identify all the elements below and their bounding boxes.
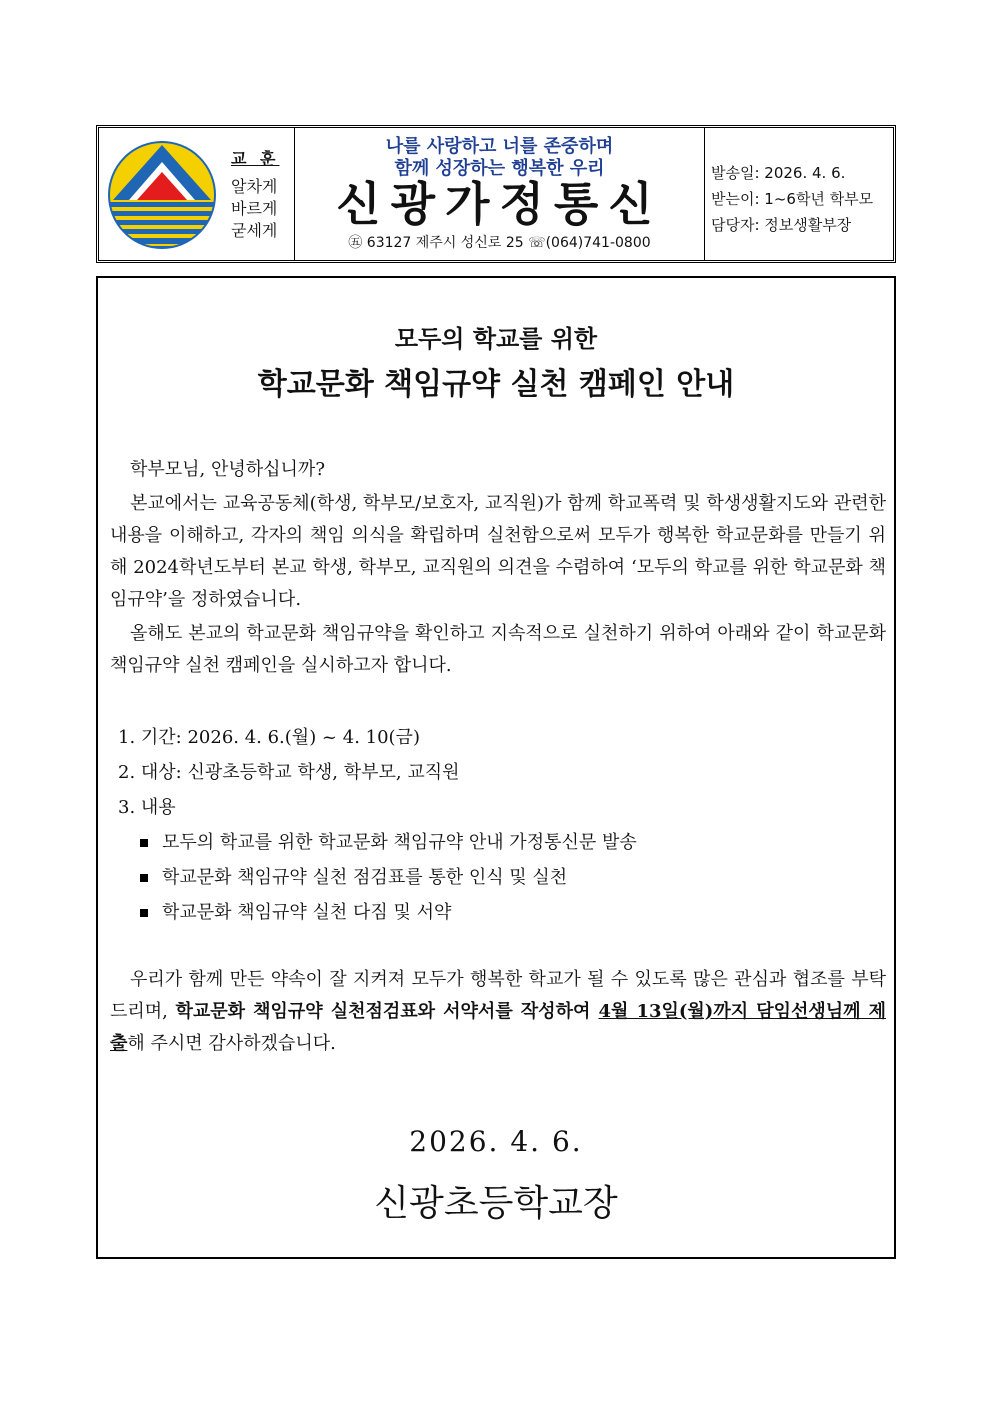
motto-line: 알차게 [231,177,278,196]
request-end-text: 해 주시면 감사하겠습니다. [127,1033,336,1054]
details-list [118,720,637,930]
list-item: 2. 대상: 신광초등학교 학생, 학부모, 교직원 [118,762,460,783]
issue-date: 2026. 4. 6. [409,1125,583,1158]
principal-signature: 신광초등학교장 [374,1183,618,1224]
bullet-item [118,860,637,895]
slogan-line: 함께 성장하는 행복한 우리 [394,158,605,179]
square-bullet-icon [140,839,148,847]
bullet-item [118,825,637,860]
paragraph-request [110,964,886,1060]
document-subtitle: 모두의 학교를 위한 [394,325,598,353]
motto-line: 바르게 [231,199,278,218]
list-item: 1. 기간: 2026. 4. 6.(월) ~ 4. 10(금) [118,727,420,748]
school-logo-icon [107,140,217,250]
paragraph-campaign: 올해도 본교의 학교문화 책임규약을 확인하고 지속적으로 실천하기 위하여 아래와 같이 학교문화 책임규약 실천 캠페인을 실시하고자 합니다. [110,623,886,676]
motto [231,148,287,242]
bullet-text: 학교문화 책임규약 실천 다짐 및 서약 [162,902,452,923]
square-bullet-icon [140,909,148,917]
greeting: 학부모님, 안녕하십니까? [130,459,325,480]
motto-line: 굳세게 [231,221,278,240]
newsletter-header [96,125,896,263]
document-title: 학교문화 책임규약 실천 캠페인 안내 [257,367,735,402]
slogan [295,136,704,180]
sent-date: 발송일: 2026. 4. 6. [711,164,846,182]
list-item: 3. 내용 [118,797,176,818]
newsletter-title: 신광가정통신 [336,177,663,231]
meta-info [711,160,873,238]
bullet-text: 모두의 학교를 위한 학교문화 책임규약 안내 가정통신문 발송 [162,832,637,853]
bullet-item [118,895,637,930]
bullet-text: 학교문화 책임규약 실천 점검표를 통한 인식 및 실천 [162,867,568,888]
slogan-line: 나를 사랑하고 너를 존중하며 [385,136,614,157]
letter-body [96,276,896,1259]
recipient: 받는이: 1~6학년 학부모 [711,190,874,208]
request-bold-text: 학교문화 책임규약 실천점검표와 서약서를 작성하여 [175,1001,599,1022]
title-cell [295,128,705,260]
manager: 담당자: 정보생활부장 [711,216,852,234]
request-deadline: 4월 13일(월)까지 담임선생님께 제출 [110,1001,886,1054]
meta-cell [705,128,893,260]
paragraph-intro: 본교에서는 교육공동체(학생, 학부모/보호자, 교직원)가 함께 학교폭력 및 학생생활지도와 관련한 내용을 이해하고, 각자의 책임 의식을 확립하며 실천함으로써 모두가 행복한 학교문화를 만들기 위해 2024학년도부터 본교 학생, 학부모, 교직원의 의견을 수렴하여 ‘모두의 학교를 위한 학교문화 책임규약’을 정하였습니다. [110,493,886,610]
motto-title: 교 훈 [231,149,280,168]
motto-cell [99,128,295,260]
school-address: ㊄ 63127 제주시 성신로 25 ☏(064)741-0800 [348,235,651,251]
request-text: 우리가 함께 만든 약속이 잘 지켜져 모두가 행복한 학교가 될 수 있도록 많은 관심과 협조를 부탁드리며, [110,969,886,1022]
square-bullet-icon [140,874,148,882]
